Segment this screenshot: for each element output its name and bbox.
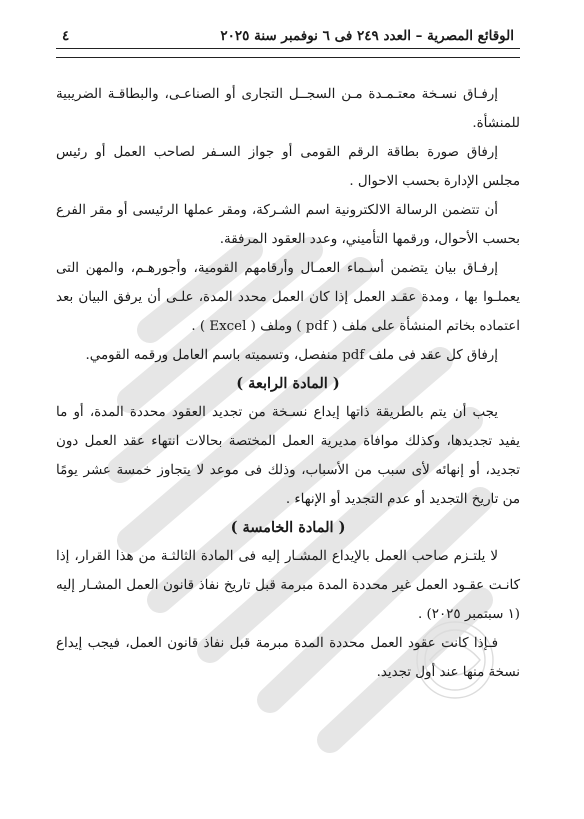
article-heading: ( المادة الخامسة ) (230, 519, 346, 536)
body-paragraph: لا يلتـزم صاحب العمل بالإيداع المشـار إليه فى المادة الثالثـة من هذا القرار، إذا كانـت عقـود العمل غير محددة المدة مبرمة قبل تاريخ نفاذ قانون العمل المشـار إليه (١ سبتمبر ٢٠٢٥) . (56, 549, 520, 622)
page-header (56, 28, 520, 48)
body-paragraph: يجب أن يتم بالطريقة ذاتها إيداع نسـخة من تجديد العقود محددة المدة، أو ما يفيد تجديدها، وكذلك موافاة مديرية العمل المختصة بحالات انتهاء عقد العمل دون تجديد، أو إنهائه لأى سبب من الأسباب، وذلك فى موعد لا يتجاوز خمسة عشر يومًا من تاريخ التجديد أو عدم التجديد أو الإنهاء . (56, 405, 520, 507)
body-paragraph: إرفـاق نسـخة معتـمـدة مـن السجــل التجارى أو الصناعـى، والبطاقـة الضريبية للمنشأة. (56, 87, 520, 131)
body-paragraph: فـإذا كانت عقود العمل محددة المدة مبرمة قبل نفاذ قانون العمل، فيجب إيداع نسخة منها عند أول تجديد. (56, 636, 520, 680)
header-title: الوقائع المصرية – العدد ٢٤٩ فى ٦ نوفمبر سنة ٢٠٢٥ (220, 28, 514, 44)
body-paragraph: إرفاق صورة بطاقة الرقم القومى أو جواز السـفر لصاحب العمل أو رئيس مجلس الإدارة بحسب الاحوال . (56, 145, 520, 189)
page-number: ٤ (62, 28, 70, 44)
article-heading: ( المادة الرابعة ) (236, 375, 340, 392)
document-body (56, 80, 520, 687)
header-rule-thick (56, 48, 520, 49)
body-paragraph: إرفاق كل عقد فى ملف pdf منفصل، وتسميته باسم العامل ورقمه القومي. (85, 348, 498, 363)
header-rule-thin (56, 57, 520, 58)
body-paragraph: إرفـاق بيان يتضمن أسـماء العمـال وأرقامهم القومية، وأجورهـم، والمهن التى يعملـوا بها ، ومدة عقـد العمل إذا كان العمل محدد المدة، علـى أن يرفق البيان بعد اعتماده بخاتم المنشأة على ملف ( pdf ) وملف ( Excel ) . (56, 261, 520, 334)
body-paragraph: أن تتضمن الرسالة الالكترونية اسم الشـركة، ومقر عملها الرئيسى أو مقر الفرع بحسب الأحوال، ورقمها التأميني، وعدد العقود المرفقة. (56, 203, 520, 247)
